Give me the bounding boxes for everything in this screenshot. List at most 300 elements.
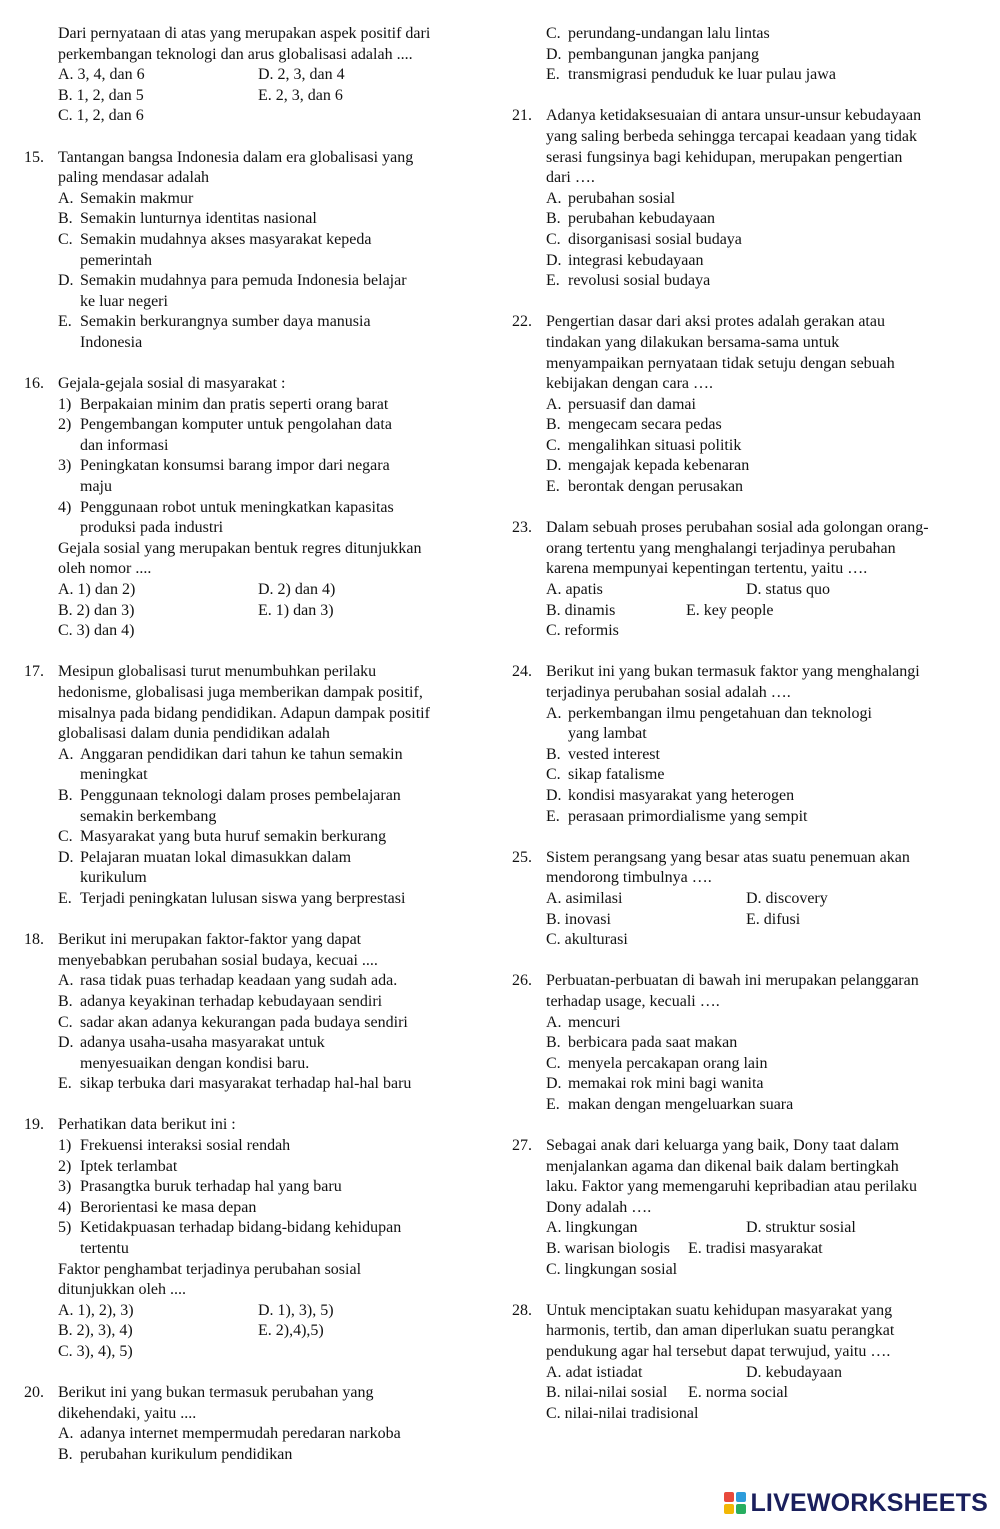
question-17 <box>24 662 494 909</box>
option-a <box>546 395 982 416</box>
logo-square <box>724 1492 734 1502</box>
option: C. 3), 4), 5) <box>58 1343 133 1360</box>
text-line <box>546 1218 982 1239</box>
option: A. apatis <box>546 581 603 599</box>
question-prompt: oleh nomor .... <box>58 560 152 578</box>
list-item <box>58 415 494 456</box>
text-line <box>58 601 494 622</box>
text-line: Dari pernyataan di atas yang merupakan aspek positif dari <box>58 25 431 42</box>
text-line <box>546 580 982 601</box>
text-line: disorganisasi sosial budaya <box>568 230 742 248</box>
option-b <box>546 1033 982 1054</box>
option-label: B. <box>546 210 561 228</box>
list-item <box>58 1198 494 1219</box>
text-line: Dalam sebuah proses perubahan sosial ada golongan orang- <box>546 519 929 537</box>
text-line <box>546 1363 982 1425</box>
option: A. 3, 4, dan 6 <box>58 66 145 84</box>
text-line: Anggaran pendidikan dari tahun ke tahun semakin <box>80 745 403 763</box>
question-20-continued <box>512 24 982 86</box>
question-prompt: ditunjukkan oleh .... <box>58 1281 186 1299</box>
text-line: adanya usaha-usaha masyarakat untuk <box>80 1034 325 1052</box>
question-number: 24. <box>512 663 532 681</box>
text-line: memakai rok mini bagi wanita <box>568 1075 764 1093</box>
option-b <box>58 992 494 1013</box>
text-line: Berikut ini yang bukan termasuk faktor yang menghalangi <box>546 663 920 681</box>
question-number: 17. <box>24 663 44 681</box>
list-item <box>58 1136 494 1157</box>
text-line: Mesipun globalisasi turut menumbuhkan perilaku <box>58 663 377 681</box>
option-label: B. <box>58 210 73 228</box>
option-label: C. <box>546 230 561 248</box>
option: E. norma social <box>688 1384 788 1402</box>
option-label: 1) <box>58 1137 72 1155</box>
option-c <box>546 230 982 251</box>
question-number: 18. <box>24 931 44 949</box>
question-19 <box>24 1115 494 1362</box>
text-line <box>24 1115 494 1136</box>
text-line: mengajak kepada kebenaran <box>568 457 750 475</box>
text-line: yang saling berbeda sehingga tercapai keadaan yang tidak <box>546 127 917 145</box>
text-line: semakin berkembang <box>80 807 217 825</box>
text-line <box>58 971 494 1095</box>
option-d <box>546 786 982 807</box>
text-line: maju <box>80 478 112 496</box>
option-d <box>546 45 982 66</box>
option-label: C. <box>58 828 73 846</box>
intro-text <box>58 24 494 65</box>
text-line <box>546 1260 982 1281</box>
text-line: Pengembangan komputer untuk pengolahan data <box>80 416 392 434</box>
text-line: Dony adalah …. <box>546 1198 652 1216</box>
text-line <box>24 930 494 971</box>
question-22 <box>512 312 982 497</box>
text-line: Gejala-gejala sosial di masyarakat : <box>58 375 286 393</box>
option: B. warisan biologis <box>546 1240 670 1258</box>
text-line <box>58 1136 494 1363</box>
logo-square <box>724 1504 734 1514</box>
option-a <box>58 745 494 786</box>
option-b <box>58 1445 494 1466</box>
text-line: perkembangan teknologi dan arus globalisasi adalah .... <box>58 45 413 63</box>
text-line <box>546 1239 982 1260</box>
option: A. asimilasi <box>546 889 623 907</box>
text-line <box>512 662 982 703</box>
text-line <box>58 65 494 86</box>
text-line: Semakin lunturnya identitas nasional <box>80 210 317 228</box>
option-d <box>58 271 494 312</box>
question-number: 20. <box>24 1384 44 1402</box>
option-label: D. <box>546 251 562 269</box>
option-label: 3) <box>58 457 72 475</box>
option-d <box>546 1074 982 1095</box>
text-line <box>546 930 982 951</box>
text-line: Prasangtka buruk terhadap hal yang baru <box>80 1178 342 1196</box>
text-line <box>546 24 982 86</box>
text-line: perubahan sosial <box>568 189 676 207</box>
text-line: serasi fungsinya bagi kehidupan, merupakan pengertian <box>546 148 903 166</box>
text-line: menyebabkan perubahan sosial budaya, kecuai .... <box>58 951 378 969</box>
option-label: C. <box>546 766 561 784</box>
option: D. discovery <box>746 889 828 907</box>
option: B. 2) dan 3) <box>58 601 135 619</box>
option-c <box>546 1054 982 1075</box>
question-number: 27. <box>512 1137 532 1155</box>
text-line: karena mempunyai kepentingan tertentu, yaitu …. <box>546 560 868 578</box>
text-line: pembangunan jangka panjang <box>568 45 760 63</box>
option-label: D. <box>546 457 562 475</box>
question-number: 21. <box>512 107 532 125</box>
text-line: menyela percakapan orang lain <box>568 1054 768 1072</box>
text-line: Sebagai anak dari keluarga yang baik, Dony taat dalam <box>546 1137 899 1155</box>
text-line: Semakin makmur <box>80 189 194 207</box>
option-label: 3) <box>58 1178 72 1196</box>
option-label: 5) <box>58 1219 72 1237</box>
option-label: C. <box>546 1054 561 1072</box>
option-c <box>546 765 982 786</box>
option-label: 2) <box>58 1157 72 1175</box>
option-label: A. <box>58 745 74 763</box>
text-line: Berorientasi ke masa depan <box>80 1198 257 1216</box>
question-18 <box>24 930 494 1095</box>
text-line: dari …. <box>546 169 595 187</box>
option: E. 1) dan 3) <box>258 601 334 619</box>
option-b <box>58 786 494 827</box>
text-line: Berpakaian minim dan pratis seperti orang barat <box>80 395 389 413</box>
option-label: B. <box>546 416 561 434</box>
text-line: Indonesia <box>80 333 143 351</box>
text-line: Iptek terlambat <box>80 1157 178 1175</box>
text-line: dikehendaki, yaitu .... <box>58 1404 197 1422</box>
option-label: A. <box>546 1013 562 1031</box>
option-d <box>58 1033 494 1074</box>
text-line <box>24 148 494 189</box>
text-line <box>546 1383 982 1404</box>
text-line: terhadap usage, kecuali …. <box>546 992 720 1010</box>
option-label: E. <box>58 889 72 907</box>
list-item <box>58 456 494 497</box>
text-line <box>58 1321 494 1342</box>
text-line: Tantangan bangsa Indonesia dalam era globalisasi yang <box>58 148 414 166</box>
text-line <box>512 518 982 580</box>
text-line <box>546 601 982 622</box>
text-line <box>58 395 494 642</box>
text-line: yang lambat <box>568 725 647 743</box>
text-line: Perhatikan data berikut ini : <box>58 1116 236 1134</box>
text-line: perubahan kurikulum pendidikan <box>80 1445 293 1463</box>
text-line: hedonisme, globalisasi juga memberikan dampak positif, <box>58 684 423 701</box>
text-line: menjalankan agama dan dikenal baik dalam bertingkah <box>546 1157 899 1175</box>
option: D. 1), 3), 5) <box>258 1301 334 1319</box>
question-24 <box>512 662 982 827</box>
text-line: Penggunaan robot untuk meningkatkan kapasitas <box>80 498 394 516</box>
text-line: vested interest <box>568 745 660 763</box>
question-25 <box>512 848 982 951</box>
text-line: adanya internet mempermudah peredaran narkoba <box>80 1425 401 1443</box>
text-line: adanya keyakinan terhadap kebudayaan sendiri <box>80 992 383 1010</box>
question-number: 28. <box>512 1301 532 1319</box>
text-line: misalnya pada bidang pendidikan. Adapun dampak positif <box>58 704 430 722</box>
option-label: B. <box>546 1034 561 1052</box>
logo-text: LIVEWORKSHEETS <box>750 1488 988 1517</box>
text-line: Ketidakpuasan terhadap bidang-bidang kehidupan <box>80 1219 402 1237</box>
option-label: A. <box>58 189 74 207</box>
option: B. 2), 3), 4) <box>58 1322 133 1340</box>
text-line: mendorong timbulnya …. <box>546 869 712 887</box>
option-label: B. <box>58 786 73 804</box>
text-line: sadar akan adanya kekurangan pada budaya sendiri <box>80 1013 408 1031</box>
text-line: paling mendasar adalah <box>58 169 210 187</box>
text-line <box>24 662 494 744</box>
text-line: produksi pada industri <box>80 519 224 537</box>
option: E. key people <box>686 601 774 619</box>
question-21 <box>512 106 982 291</box>
question-number: 26. <box>512 972 532 990</box>
text-line: harmonis, tertib, dan aman diperlukan suatu perangkat <box>546 1322 895 1340</box>
option-e <box>546 65 982 86</box>
option-label: E. <box>58 1075 72 1093</box>
text-line: perasaan primordialisme yang sempit <box>568 807 808 825</box>
option: D. kebudayaan <box>746 1363 842 1381</box>
option: C. akulturasi <box>546 931 628 949</box>
option-e <box>546 477 982 498</box>
option-label: A. <box>546 189 562 207</box>
option: C. 1, 2, dan 6 <box>58 107 144 125</box>
text-line: Frekuensi interaksi sosial rendah <box>80 1137 291 1155</box>
option-e <box>58 312 494 353</box>
text-line: Adanya ketidaksesuaian di antara unsur-unsur kebudayaan <box>546 107 922 125</box>
option-e <box>58 889 494 910</box>
text-line: mengalihkan situasi politik <box>568 436 742 454</box>
text-line <box>58 745 494 910</box>
option-label: C. <box>546 436 561 454</box>
option-label: A. <box>58 972 74 990</box>
text-line: globalisasi dalam dunia pendidikan adalah <box>58 725 330 743</box>
option-label: 2) <box>58 416 72 434</box>
intro-options <box>58 65 494 127</box>
question-28 <box>512 1301 982 1425</box>
option-label: E. <box>58 313 72 331</box>
text-line <box>546 621 982 642</box>
option: A. lingkungan <box>546 1219 638 1237</box>
list-item <box>58 1218 494 1259</box>
option: E. tradisi masyarakat <box>688 1240 823 1258</box>
text-line <box>512 106 982 188</box>
option-a <box>58 1424 494 1445</box>
option-label: D. <box>58 1034 74 1052</box>
option-a <box>58 189 494 210</box>
text-line <box>58 580 494 601</box>
text-line <box>546 1363 982 1384</box>
option-label: B. <box>58 1445 73 1463</box>
option: B. 1, 2, dan 5 <box>58 86 144 104</box>
text-line: kurikulum <box>80 869 147 887</box>
text-line: terjadinya perubahan sosial adalah …. <box>546 684 791 701</box>
option-d <box>58 848 494 889</box>
text-line <box>546 395 982 498</box>
text-line: dan informasi <box>80 436 169 454</box>
option-label: 4) <box>58 1198 72 1216</box>
option-b <box>546 745 982 766</box>
text-line: revolusi sosial budaya <box>568 272 711 290</box>
list-item <box>58 1157 494 1178</box>
option: A. 1), 2), 3) <box>58 1301 134 1319</box>
list-item <box>58 1177 494 1198</box>
text-line <box>512 1301 982 1363</box>
option-label: E. <box>546 807 560 825</box>
option-a <box>546 1013 982 1034</box>
logo-square <box>736 1504 746 1514</box>
text-line: Peningkatan konsumsi barang impor dari negara <box>80 457 390 475</box>
right-column <box>512 24 982 1424</box>
question-prompt: Faktor penghambat terjadinya perubahan sosial <box>58 1260 362 1278</box>
option-e <box>546 271 982 292</box>
option-label: 1) <box>58 395 72 413</box>
text-line <box>546 189 982 292</box>
text-line: Sistem perangsang yang besar atas suatu penemuan akan <box>546 848 910 866</box>
text-line: kondisi masyarakat yang heterogen <box>568 786 795 804</box>
text-line: makan dengan mengeluarkan suara <box>568 1095 794 1113</box>
option-d <box>546 456 982 477</box>
option: D. struktur sosial <box>746 1219 856 1237</box>
question-number: 22. <box>512 313 532 331</box>
text-line <box>24 374 494 395</box>
option: C. reformis <box>546 622 619 640</box>
option-label: D. <box>58 848 74 866</box>
option-b <box>546 209 982 230</box>
text-line: orang tertentu yang menghalangi terjadinya perubahan <box>546 539 896 557</box>
option-a <box>546 189 982 210</box>
logo-square <box>736 1492 746 1502</box>
left-column <box>24 24 494 1466</box>
question-number: 19. <box>24 1116 44 1134</box>
option-label: B. <box>546 745 561 763</box>
text-line: laku. Faktor yang memengaruhi kepribadian atau perilaku <box>546 1178 917 1196</box>
text-line: berontak dengan perusakan <box>568 478 744 496</box>
liveworksheets-logo[interactable] <box>724 1489 988 1517</box>
text-line: pemerintah <box>80 251 152 269</box>
option-c <box>58 827 494 848</box>
option-b <box>546 415 982 436</box>
option-label: A. <box>546 395 562 413</box>
text-line: Berikut ini yang bukan termasuk perubahan yang <box>58 1384 374 1402</box>
text-line: perundang-undangan lalu lintas <box>568 25 770 42</box>
option-c <box>546 436 982 457</box>
question-16 <box>24 374 494 642</box>
text-line: Untuk menciptakan suatu kehidupan masyarakat yang <box>546 1301 893 1319</box>
text-line: Masyarakat yang buta huruf semakin berkurang <box>80 828 387 846</box>
text-line: Semakin berkurangnya sumber daya manusia <box>80 313 371 331</box>
option-d <box>546 251 982 272</box>
option-label: D. <box>546 1075 562 1093</box>
text-line: sikap fatalisme <box>568 766 665 784</box>
option-label: D. <box>546 786 562 804</box>
option-c <box>58 230 494 271</box>
option: D. status quo <box>746 581 830 599</box>
option-label: A. <box>58 1425 74 1443</box>
text-line: Semakin mudahnya akses masyarakat kepeda <box>80 230 372 248</box>
text-line <box>58 621 494 642</box>
option-label: C. <box>546 25 561 42</box>
text-line <box>58 86 494 107</box>
option-label: C. <box>58 230 73 248</box>
text-line: mengecam secara pedas <box>568 416 722 434</box>
text-line: ke luar negeri <box>80 292 168 310</box>
text-line <box>546 704 982 828</box>
option: B. dinamis <box>546 601 616 619</box>
text-line: pendukung agar hal tersebut dapat terwujud, yaitu …. <box>546 1343 891 1360</box>
text-line <box>546 1404 982 1425</box>
option: C. nilai-nilai tradisional <box>546 1404 699 1422</box>
text-line <box>58 1342 494 1363</box>
option-label: 4) <box>58 498 72 516</box>
question-26 <box>512 971 982 1115</box>
text-line <box>24 1383 494 1424</box>
option: E. difusi <box>746 910 801 928</box>
text-line: mencuri <box>568 1013 621 1031</box>
text-line: tindakan yang dilakukan bersama-sama untuk <box>546 333 840 351</box>
question-number: 15. <box>24 148 44 166</box>
option-label: E. <box>546 66 560 84</box>
option: A. 1) dan 2) <box>58 581 136 599</box>
text-line: Berikut ini merupakan faktor-faktor yang dapat <box>58 931 362 949</box>
option-b <box>58 209 494 230</box>
option-label: E. <box>546 272 560 290</box>
option-c <box>58 1013 494 1034</box>
text-line <box>546 889 982 951</box>
text-line: perubahan kebudayaan <box>568 210 716 228</box>
option: B. nilai-nilai sosial <box>546 1384 668 1402</box>
text-line: persuasif dan damai <box>568 395 696 413</box>
text-line: integrasi kebudayaan <box>568 251 704 269</box>
option-label: C. <box>58 1013 73 1031</box>
option-label: E. <box>546 478 560 496</box>
text-line <box>546 1013 982 1116</box>
text-line <box>546 1218 982 1280</box>
question-prompt: Gejala sosial yang merupakan bentuk regres ditunjukkan <box>58 539 422 557</box>
option-e <box>546 1095 982 1116</box>
question-number: 23. <box>512 519 532 537</box>
text-line: berbicara pada saat makan <box>568 1034 738 1052</box>
text-line: menyesuaikan dengan kondisi baru. <box>80 1054 310 1072</box>
option-c <box>546 24 982 45</box>
text-line <box>546 910 982 931</box>
question-number: 25. <box>512 848 532 866</box>
text-line: perkembangan ilmu pengetahuan dan teknologi <box>568 704 872 722</box>
option-a <box>546 704 982 745</box>
option-label: D. <box>58 272 74 290</box>
option: C. 3) dan 4) <box>58 622 135 640</box>
intro-fragment <box>24 24 494 127</box>
option-label: B. <box>58 992 73 1010</box>
question-27 <box>512 1136 982 1280</box>
option: D. 2) dan 4) <box>258 581 336 599</box>
text-line: tertentu <box>80 1240 129 1258</box>
text-line: transmigrasi penduduk ke luar pulau jawa <box>568 66 836 84</box>
text-line: sikap terbuka dari masyarakat terhadap hal-hal baru <box>80 1075 412 1093</box>
option: E. 2, 3, dan 6 <box>258 86 343 104</box>
option-e <box>546 807 982 828</box>
text-line: Semakin mudahnya para pemuda Indonesia belajar <box>80 272 407 290</box>
text-line: Penggunaan teknologi dalam proses pembelajaran <box>80 786 401 804</box>
list-item <box>58 395 494 416</box>
text-line <box>58 106 494 127</box>
text-line: kebijakan dengan cara …. <box>546 375 714 393</box>
liveworksheets-logo-icon <box>724 1492 746 1514</box>
option-label: D. <box>546 45 562 63</box>
question-number: 16. <box>24 375 44 393</box>
text-line: Perbuatan-perbuatan di bawah ini merupakan pelanggaran <box>546 972 919 990</box>
option-a <box>58 971 494 992</box>
